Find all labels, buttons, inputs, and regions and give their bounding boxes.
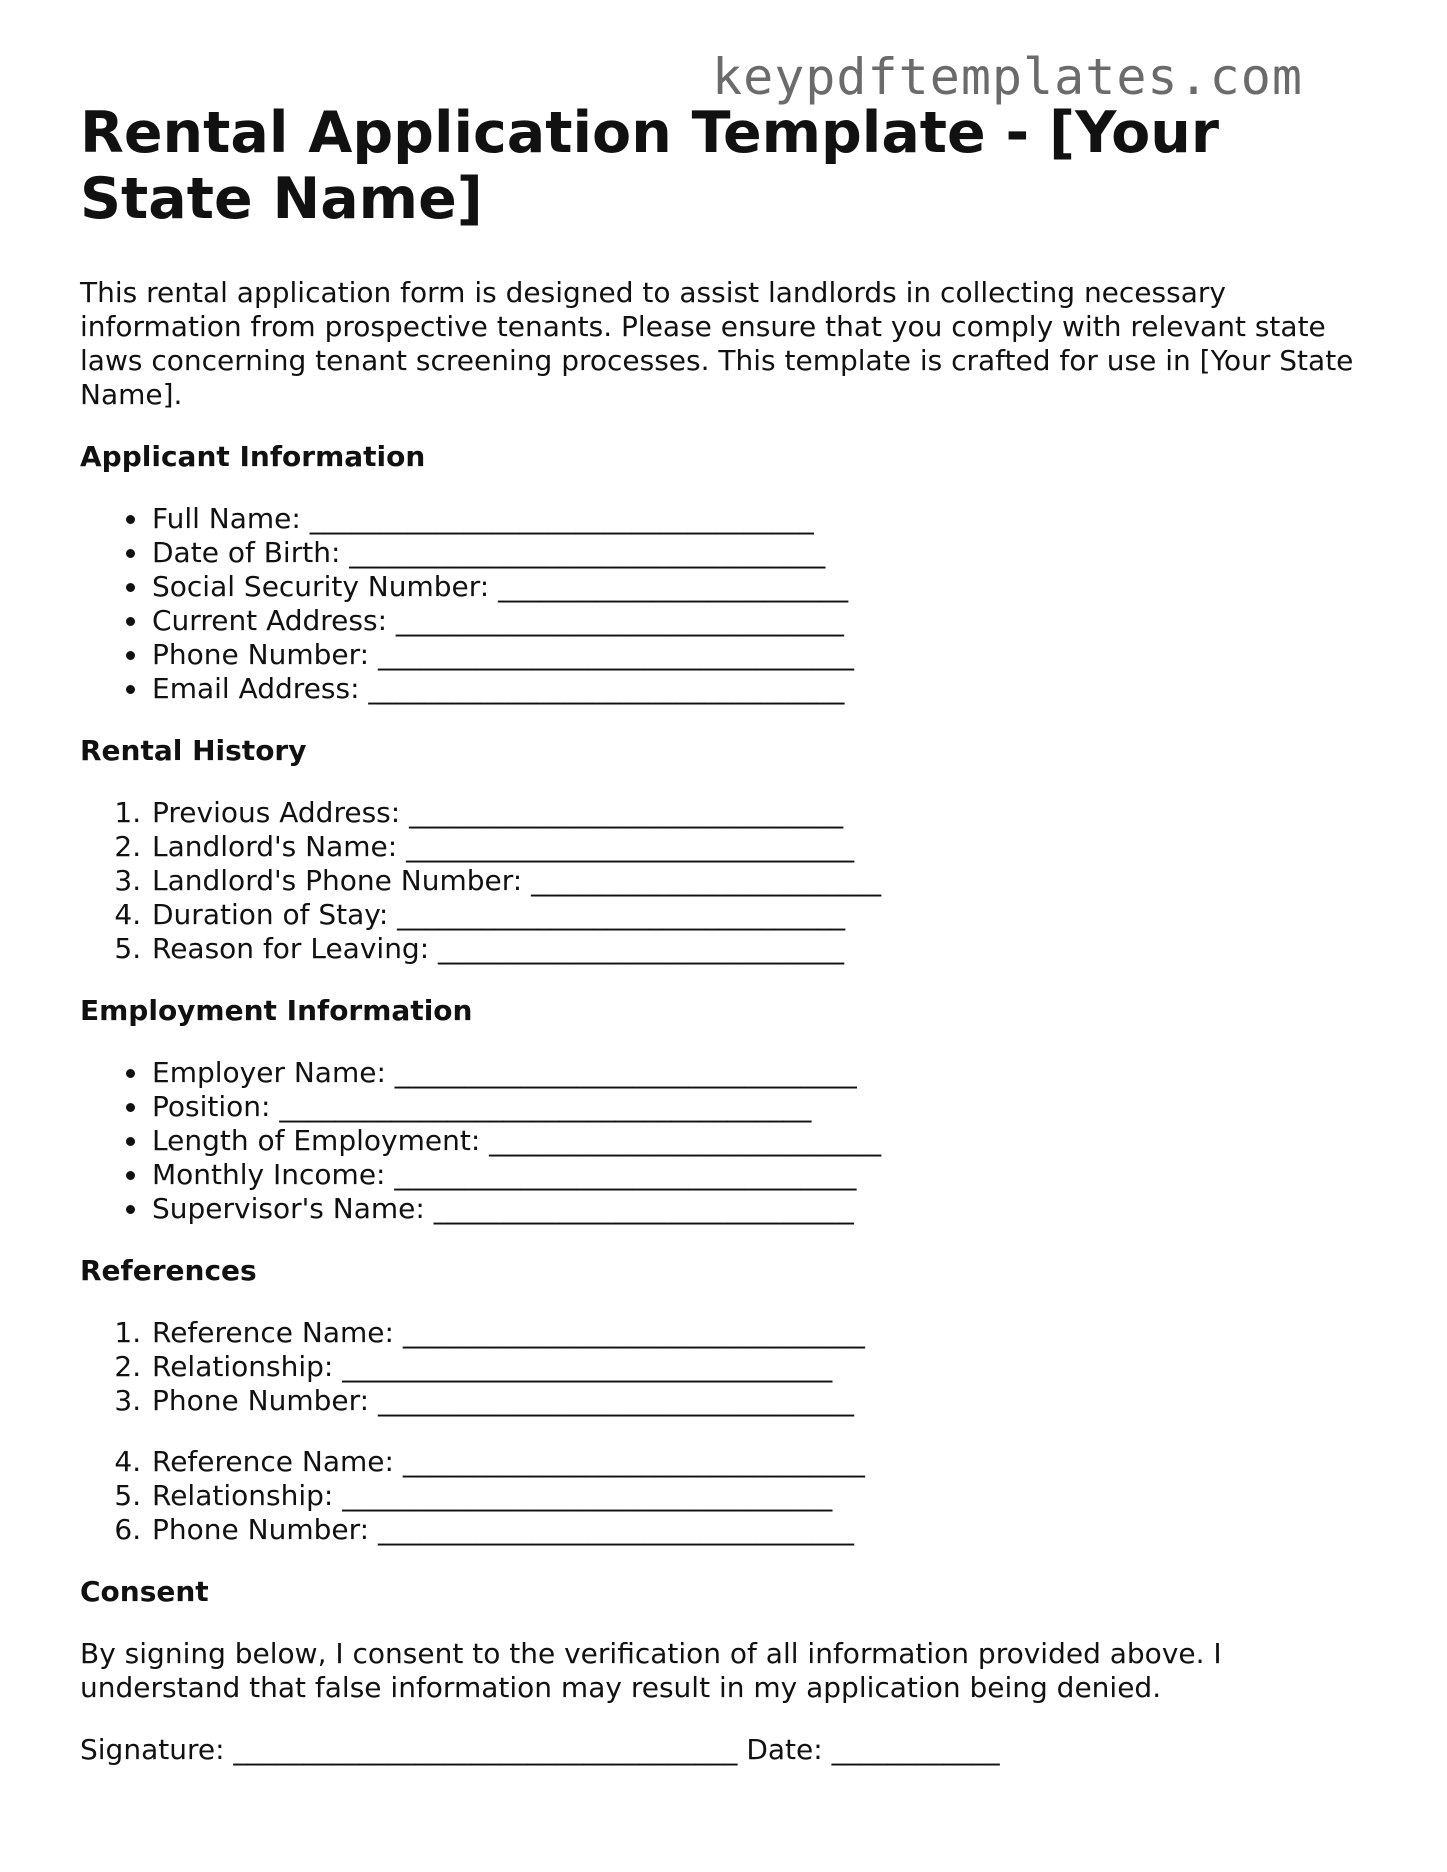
references-list-2 bbox=[80, 1445, 1380, 1547]
list-item: • Phone Number: __________________________________ bbox=[150, 638, 1380, 672]
list-item: 6. Phone Number: __________________________________ bbox=[150, 1513, 1380, 1547]
list-item: 5. Relationship: ___________________________________ bbox=[150, 1479, 1380, 1513]
list-item: 1. Reference Name: _________________________________ bbox=[150, 1316, 1380, 1350]
list-item: • Employer Name: _________________________________ bbox=[150, 1056, 1380, 1090]
list-item: • Monthly Income: _________________________________ bbox=[150, 1158, 1380, 1192]
signature-date-line: Signature: ____________________________________ Date: ____________ bbox=[80, 1733, 1000, 1766]
list-item: 2. Landlord's Name: ________________________________ bbox=[150, 830, 1380, 864]
watermark: keypdftemplates.com bbox=[712, 48, 1303, 106]
list-item: • Current Address: ________________________________ bbox=[150, 604, 1380, 638]
list-item: 4. Duration of Stay: ________________________________ bbox=[150, 898, 1380, 932]
references-list-1 bbox=[80, 1316, 1380, 1418]
list-item: 3. Phone Number: __________________________________ bbox=[150, 1384, 1380, 1418]
rental-history-list bbox=[80, 796, 1380, 966]
list-item: • Supervisor's Name: ______________________________ bbox=[150, 1192, 1380, 1226]
section-heading-consent: Consent bbox=[80, 1575, 209, 1608]
intro-paragraph: This rental application form is designed to assist landlords in collecting necessary information from prospective tenants. Please ensure that you comply with relevant state laws concerning tenant screening processes. This template is crafted for use in [Your State Name]. bbox=[80, 276, 1354, 411]
list-item: 3. Landlord's Phone Number: _________________________ bbox=[150, 864, 1380, 898]
document-page bbox=[80, 100, 1380, 1767]
section-heading-rental-history: Rental History bbox=[80, 734, 307, 767]
applicant-list bbox=[80, 502, 1380, 706]
section-heading-employment: Employment Information bbox=[80, 994, 473, 1027]
consent-paragraph: By signing below, I consent to the verification of all information provided above. I understand that false information may result in my application being denied. bbox=[80, 1637, 1222, 1704]
list-item: 2. Relationship: ___________________________________ bbox=[150, 1350, 1380, 1384]
list-item: • Social Security Number: _________________________ bbox=[150, 570, 1380, 604]
list-item: 4. Reference Name: _________________________________ bbox=[150, 1445, 1380, 1479]
list-item: 5. Reason for Leaving: _____________________________ bbox=[150, 932, 1380, 966]
section-heading-references: References bbox=[80, 1254, 257, 1287]
list-item: • Full Name: ____________________________________ bbox=[150, 502, 1380, 536]
page-title: Rental Application Template - [Your State Name] bbox=[80, 100, 1219, 232]
list-item: • Date of Birth: __________________________________ bbox=[150, 536, 1380, 570]
list-item: • Length of Employment: ____________________________ bbox=[150, 1124, 1380, 1158]
list-item: 1. Previous Address: _______________________________ bbox=[150, 796, 1380, 830]
list-item: • Position: ______________________________________ bbox=[150, 1090, 1380, 1124]
section-heading-applicant: Applicant Information bbox=[80, 440, 426, 473]
list-item: • Email Address: __________________________________ bbox=[150, 672, 1380, 706]
employment-list bbox=[80, 1056, 1380, 1226]
